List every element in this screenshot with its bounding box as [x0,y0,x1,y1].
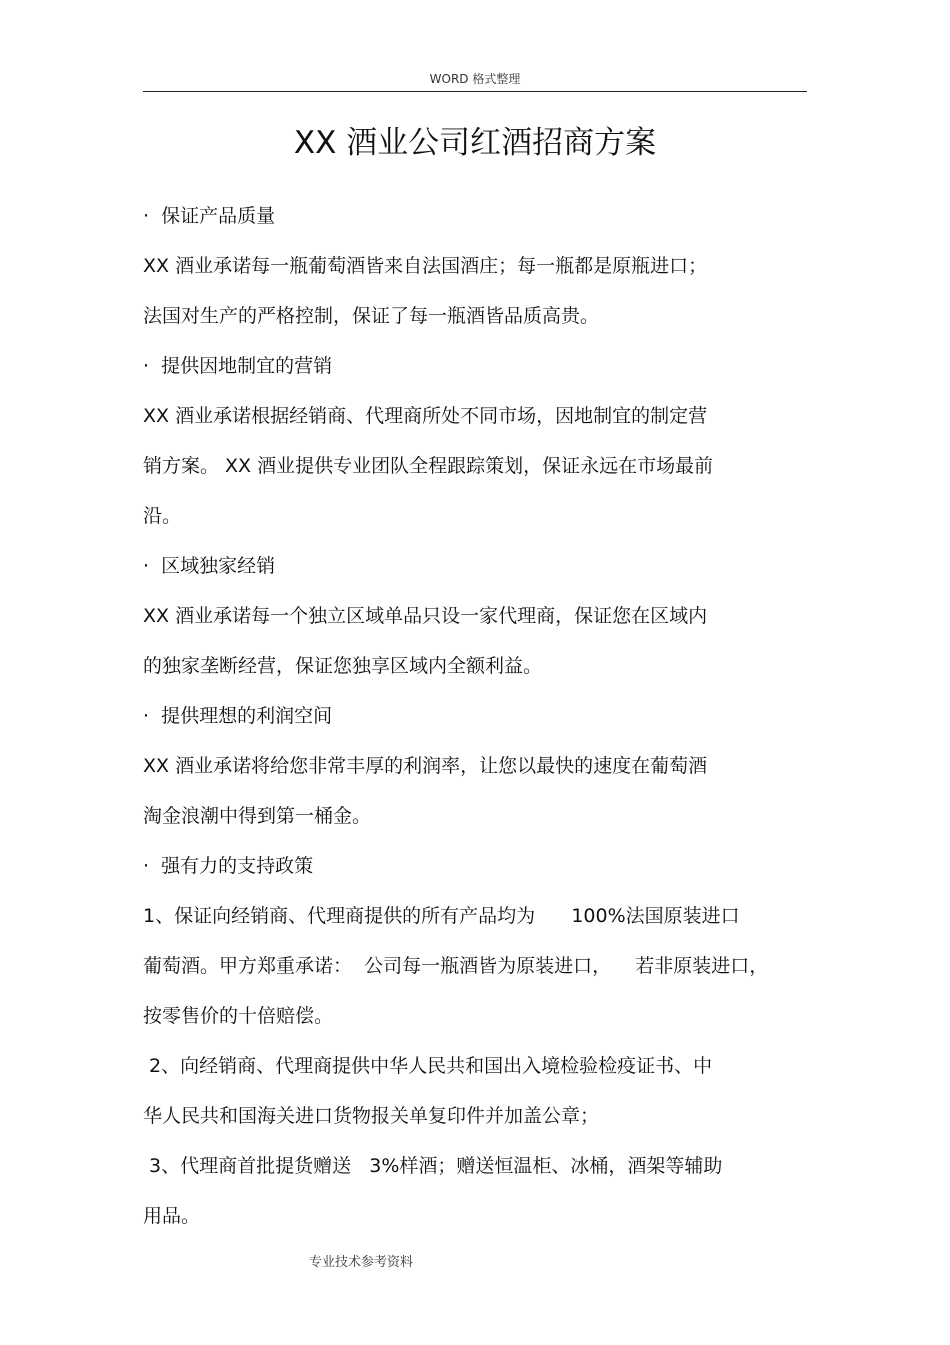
document-body [143,196,823,1246]
page-header-text: WORD 格式整理 [429,72,521,86]
paragraph-line: 的独家垄断经营，保证您独享区域内全额利益。 [143,655,543,677]
list-item-line: 华人民共和国海关进口货物报关单复印件并加盖公章； [143,1105,600,1127]
header-divider [143,91,807,92]
document-title: XX 酒业公司红酒招商方案 [293,125,657,161]
section-heading-support: · 强有力的支持政策 [143,855,314,877]
section-heading-profit: · 提供理想的利润空间 [143,705,333,727]
paragraph-line: 法国对生产的严格控制，保证了每一瓶酒皆品质高贵。 [143,305,600,327]
paragraph-line: 销方案。 XX 酒业提供专业团队全程跟踪策划，保证永远在市场最前 [143,455,714,477]
page-footer-text: 专业技术参考资料 [309,1255,414,1270]
paragraph-line: XX 酒业承诺每一个独立区域单品只设一家代理商，保证您在区域内 [143,605,708,627]
paragraph-line: XX 酒业承诺根据经销商、代理商所处不同市场，因地制宜的制定营 [143,405,708,427]
list-item-line: 用品。 [143,1205,201,1227]
list-item-line: 1、保证向经销商、代理商提供的所有产品均为 100%法国原装进口 [143,905,740,927]
list-item-line: 3、代理商首批提货赠送 3%样酒；赠送恒温柜、冰桶，酒架等辅助 [143,1155,723,1177]
section-heading-marketing: · 提供因地制宜的营销 [143,355,333,377]
paragraph-line: XX 酒业承诺将给您非常丰厚的利润率，让您以最快的速度在葡萄酒 [143,755,708,777]
paragraph-line: 淘金浪潮中得到第一桶金。 [143,805,372,827]
list-item-line: 按零售价的十倍赔偿。 [143,1005,334,1027]
section-heading-exclusive: · 区域独家经销 [143,555,276,577]
list-item-line: 葡萄酒。甲方郑重承诺： 公司每一瓶酒皆为原装进口， 若非原装进口， [143,955,769,977]
section-heading-quality: · 保证产品质量 [143,205,276,227]
paragraph-line: XX 酒业承诺每一瓶葡萄酒皆来自法国酒庄；每一瓶都是原瓶进口； [143,255,708,277]
paragraph-line: 沿。 [143,505,182,527]
list-item-line: 2、向经销商、代理商提供中华人民共和国出入境检验检疫证书、中 [143,1055,713,1077]
